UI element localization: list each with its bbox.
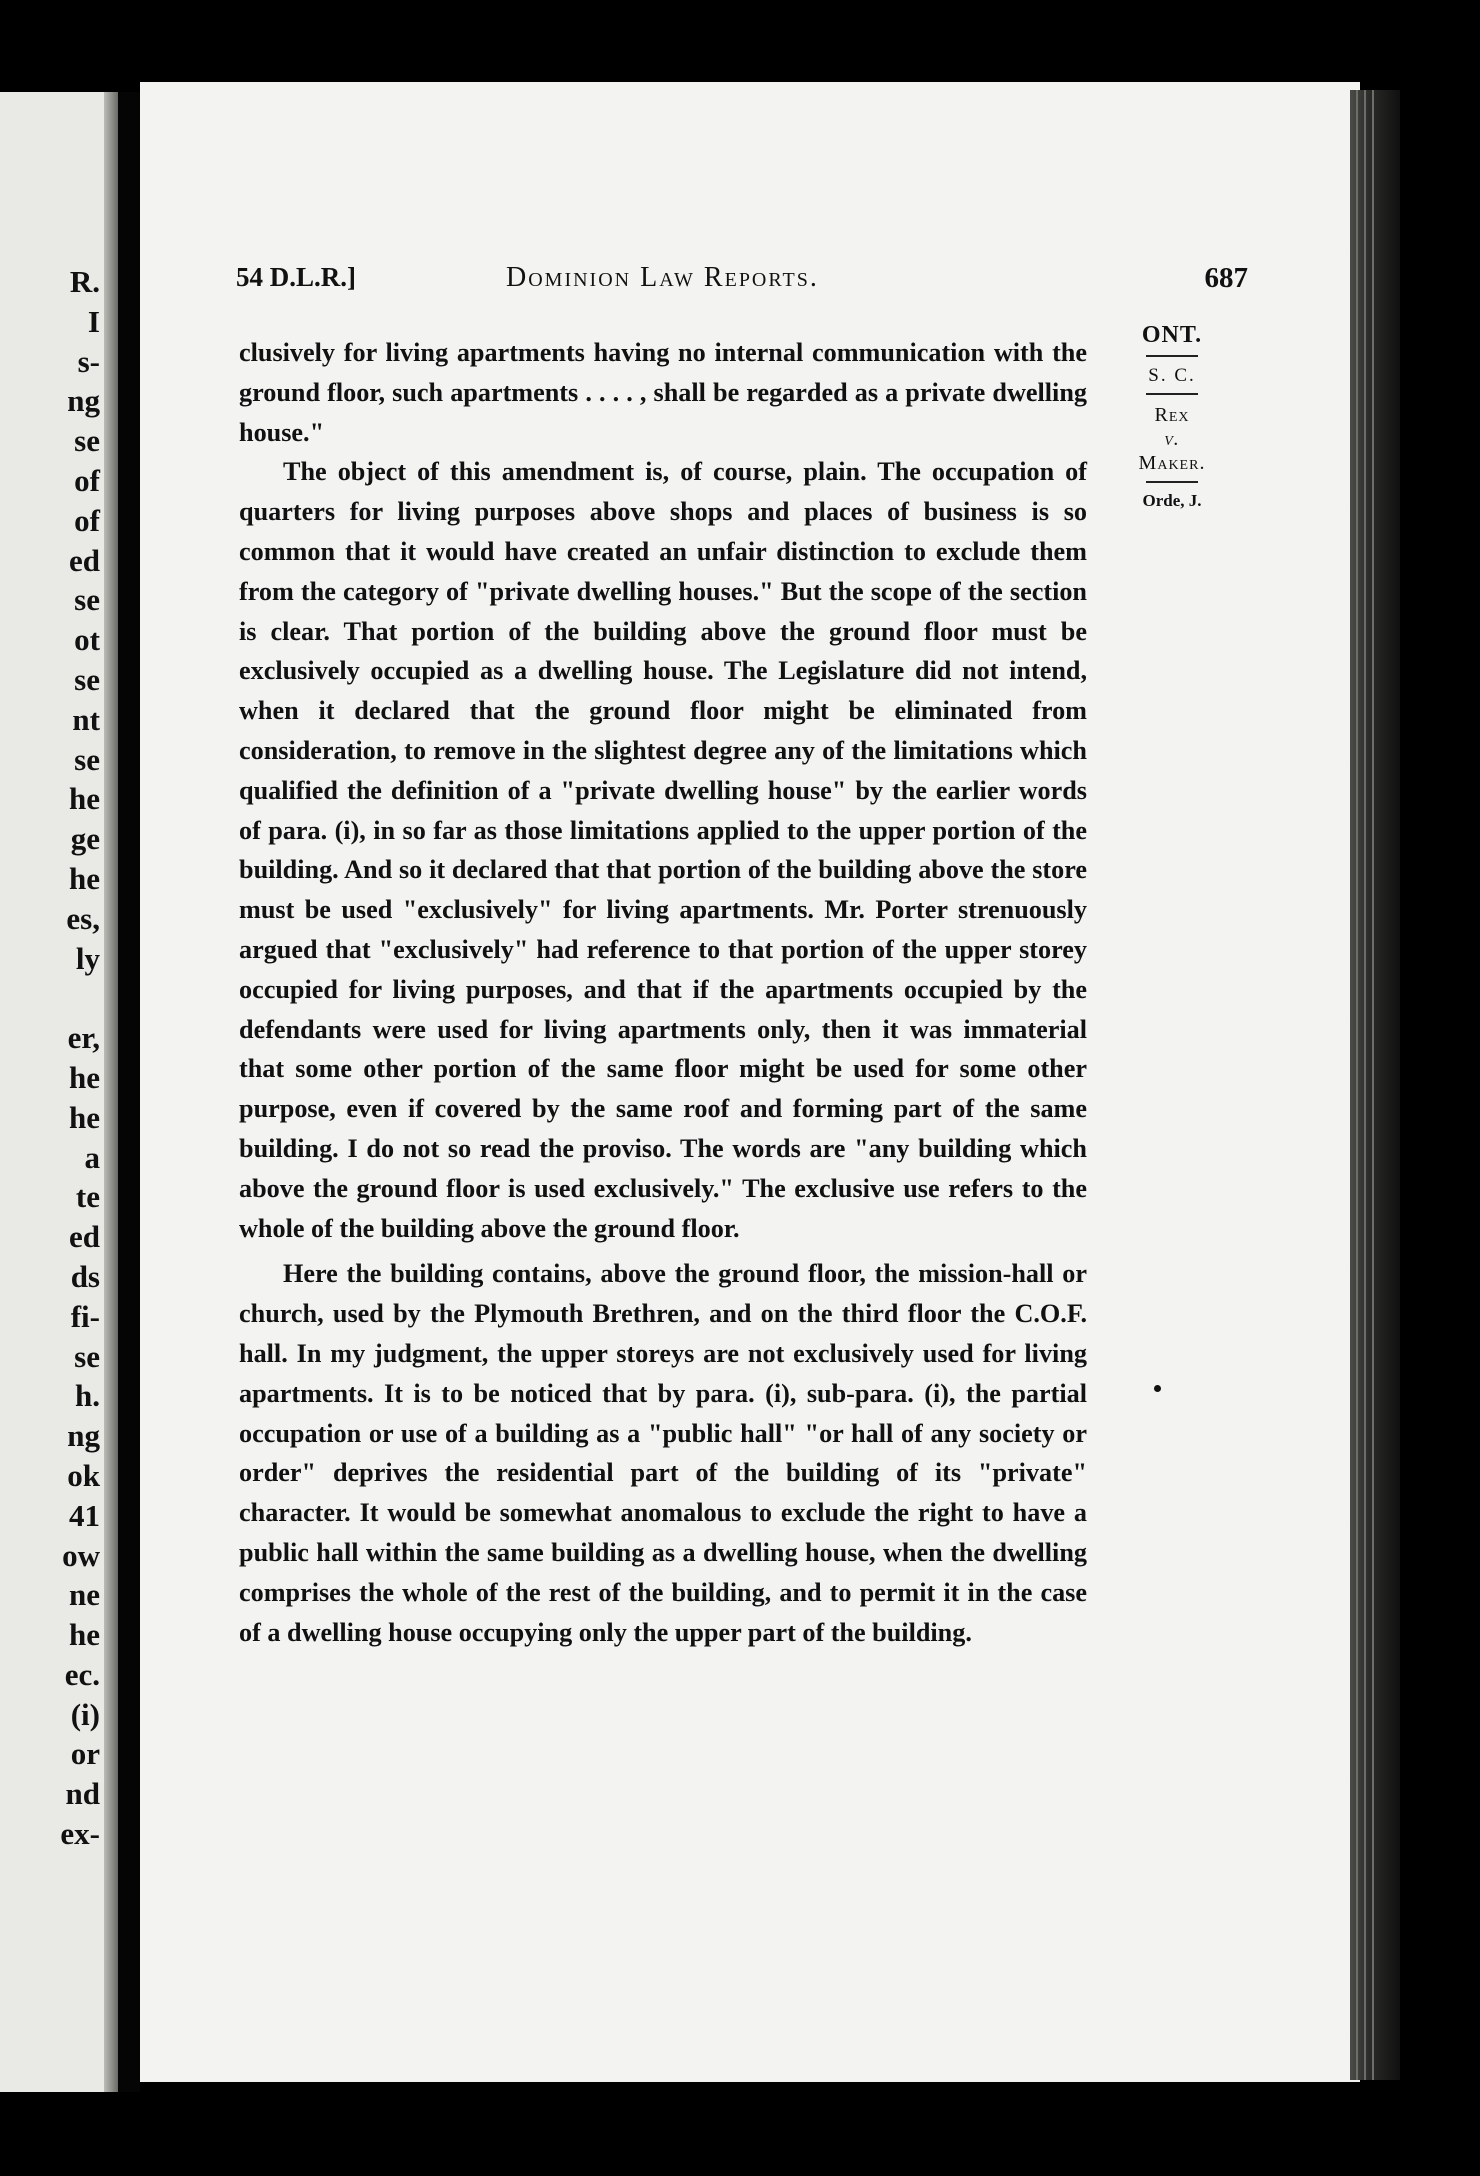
left-fragment: a — [84, 1139, 100, 1175]
sidenote-party-1: Rex — [1154, 404, 1190, 426]
left-fragment: he — [69, 1617, 100, 1653]
book-binding — [118, 92, 140, 2092]
left-fragment: he — [69, 781, 100, 817]
judgment-text — [239, 333, 1087, 1652]
sidenote-rule — [1146, 393, 1198, 395]
left-fragment: he — [69, 860, 100, 896]
left-fragment: h. — [75, 1378, 100, 1414]
left-fragment: he — [69, 1059, 100, 1095]
volume-reference: 54 D.L.R.] — [236, 262, 356, 292]
left-fragment: or — [70, 1736, 100, 1772]
left-fragment: he — [69, 1099, 100, 1135]
left-fragment: ng — [67, 1418, 100, 1454]
page-edge-line — [1372, 90, 1374, 2080]
left-fragment: ok — [67, 1457, 100, 1493]
left-fragment: se — [74, 1338, 100, 1374]
left-fragment: s- — [77, 343, 100, 379]
sidenote-judge: Orde, J. — [1142, 491, 1202, 510]
left-fragment: ng — [67, 383, 100, 419]
left-fragment: R. — [69, 264, 100, 299]
page-number: 687 — [1204, 262, 1248, 294]
paragraph-continuation: clusively for living apartments having no internal communication with the ground floor, such apartments . . . . , shall be regarded as a private dwelling house." — [239, 338, 1087, 447]
left-page-text-fragments — [0, 262, 100, 1854]
left-fragment — [0, 978, 100, 1018]
left-page-gutter-shadow — [104, 92, 118, 2092]
left-fragment: I — [87, 303, 100, 339]
paragraph-building-contents: Here the building contains, above the ground floor, the mission-hall or church, used by the Plymouth Brethren, and on the third floor the C.O.F. hall. In my judgment, the upper storeys are not exclusively used for living apartments. It is to be noticed that by para. (i), sub-para. (i), the partial occupation or use of a building as a "public hall" "or hall of any society or order" deprives the residential part of the building of its "private" character. It would be somewhat anomalous to exclude the right to have a public hall within the same building as a dwelling house, when the dwelling comprises the whole of the rest of the building, and to permit it in the case of a dwelling house occupying only the upper part of the building. — [239, 1259, 1087, 1647]
left-fragment: of — [74, 502, 100, 538]
left-fragment: er, — [67, 1020, 100, 1056]
left-fragment: ec. — [64, 1656, 100, 1692]
left-fragment: ed — [69, 1219, 100, 1255]
left-fragment: ex- — [60, 1816, 100, 1852]
sidenote-court: ONT. — [1141, 322, 1203, 348]
sidenote-versus: v. — [1164, 428, 1180, 450]
left-fragment: se — [74, 741, 100, 777]
paragraph-object-of-amendment: The object of this amendment is, of course, plain. The occupation of quarters for living purposes above shops and places of business is so common that it would have created an unfair distinction to exclude them from the category of "private dwelling houses." But the scope of the section is clear. That portion of the building above the ground floor must be exclusively occupied as a dwelling house. The Legislature did not intend, when it declared that the ground floor might be eliminated from consideration, to remove in the slightest degree any of the limitations which qualified the definition of a "private dwelling house" by the earlier words of para. (i), in so far as those limitations applied to the upper portion of the building. And so it declared that that portion of the building above the store must be used "exclusively" for living apartments. Mr. Porter strenuously argued that "exclusively" had reference to that portion of the upper storey occupied for living purposes, and that if the apartments occupied by the defendants were used for living apartments only, then it was immaterial that some other portion of the same floor might be used for some other purpose, even if covered by the same roof and forming part of the same building. I do not so read the proviso. The words are "any building which above the ground floor is used exclusively." The exclusive use refers to the whole of the building above the ground floor. — [239, 457, 1087, 1243]
left-page-fragment — [0, 92, 118, 2092]
left-fragment: of — [74, 462, 100, 498]
running-head — [236, 262, 1248, 302]
left-fragment: ne — [69, 1577, 100, 1613]
page-edge-line — [1364, 90, 1366, 2080]
sidenote-party-2: Maker. — [1138, 452, 1206, 474]
left-fragment: nt — [72, 701, 100, 737]
page-edge-line — [1356, 90, 1358, 2080]
margin-dot-mark — [1154, 1385, 1161, 1392]
left-fragment: ge — [70, 821, 100, 857]
left-fragment: te — [75, 1179, 100, 1215]
sidenote-division: S. C. — [1148, 365, 1196, 386]
left-fragment: 41 — [69, 1497, 100, 1533]
left-fragment: ed — [69, 542, 100, 578]
sidenote-rule — [1146, 481, 1198, 483]
margin-sidenote — [1122, 322, 1222, 511]
left-fragment: ly — [75, 940, 100, 976]
left-fragment: es, — [66, 900, 100, 936]
left-fragment: se — [74, 582, 100, 618]
left-fragment: se — [74, 423, 100, 459]
left-fragment: ot — [74, 622, 100, 658]
left-fragment: fi- — [70, 1298, 100, 1334]
left-fragment: ds — [70, 1258, 100, 1294]
left-fragment: se — [74, 661, 100, 697]
page-edge-stack — [1350, 90, 1400, 2080]
reporter-title: Dominion Law Reports. — [506, 262, 819, 293]
left-fragment: (i) — [70, 1696, 100, 1732]
left-fragment: ow — [62, 1537, 100, 1573]
sidenote-rule — [1146, 355, 1198, 357]
left-fragment: nd — [65, 1776, 100, 1812]
